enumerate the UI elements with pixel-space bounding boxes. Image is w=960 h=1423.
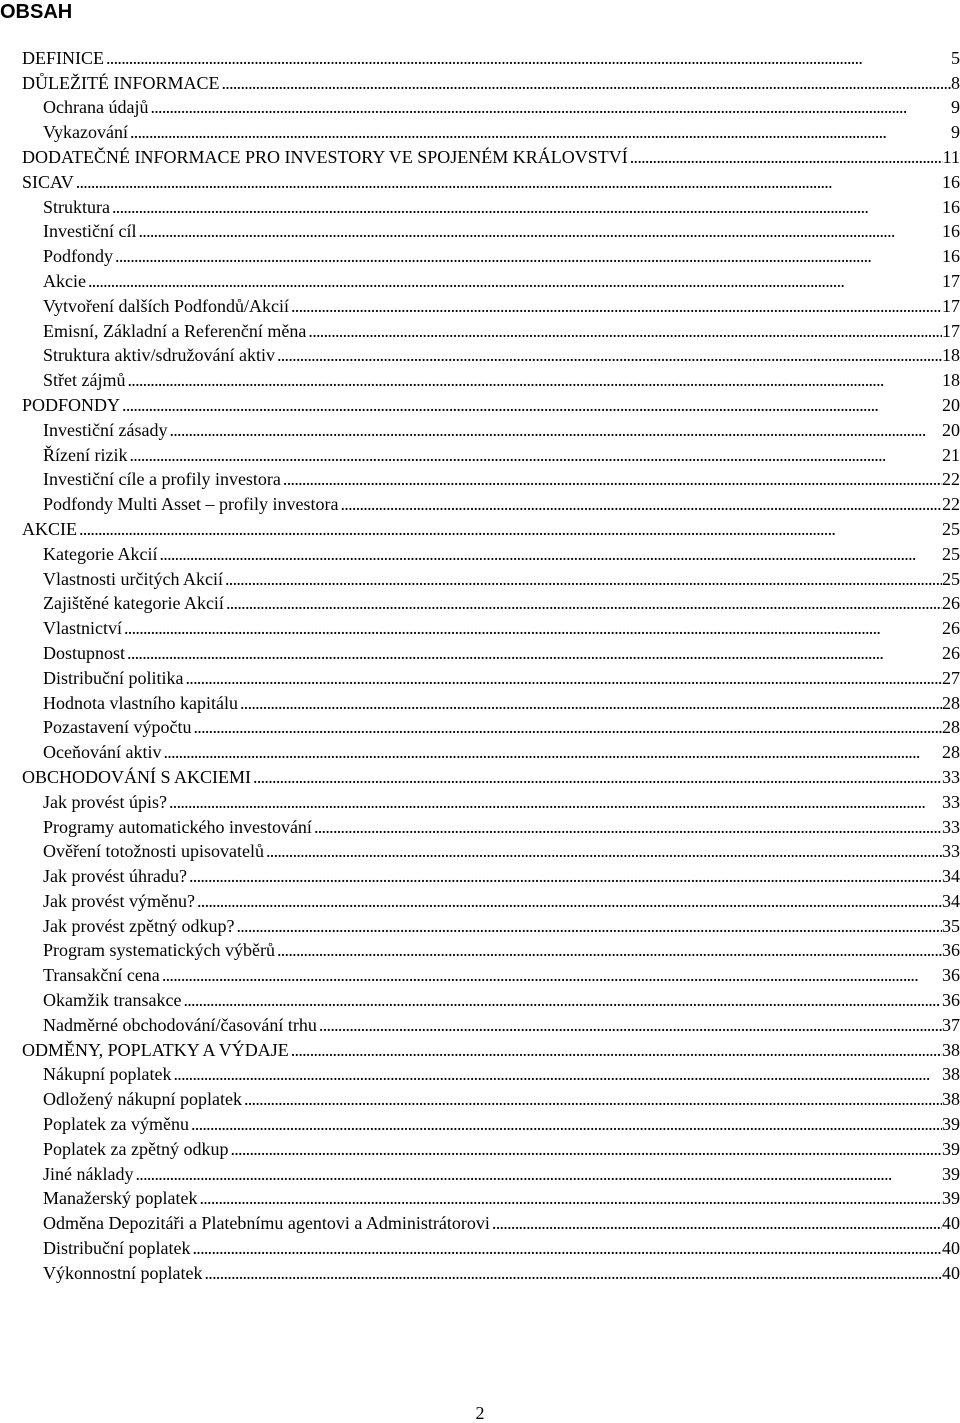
toc-entry-title: Kategorie Akcií xyxy=(43,543,158,564)
toc-entry[interactable] xyxy=(22,838,960,863)
toc-entry[interactable] xyxy=(22,738,960,763)
toc-entry-title: OBCHODOVÁNÍ S AKCIEMI xyxy=(22,766,252,787)
toc-entry-page: 34 xyxy=(942,890,960,911)
toc-entry[interactable] xyxy=(22,689,960,714)
toc-entry-page: 28 xyxy=(942,742,960,763)
toc-entry-title: Transakční cena xyxy=(43,965,160,986)
toc-entry[interactable] xyxy=(22,714,960,739)
toc-entry-title: Investiční zásady xyxy=(43,419,168,440)
toc-dot-leader xyxy=(133,1163,942,1185)
toc-entry[interactable] xyxy=(22,69,960,94)
toc-entry-title: Pozastavení výpočtu xyxy=(43,717,192,738)
toc-dot-leader xyxy=(187,865,942,887)
toc-entry-page: 40 xyxy=(942,1262,960,1283)
toc-entry[interactable] xyxy=(22,292,960,317)
toc-dot-leader xyxy=(167,791,942,813)
toc-entry-title: Střet zájmů xyxy=(43,370,126,391)
page-title: OBSAH xyxy=(0,1,73,23)
toc-entry[interactable] xyxy=(22,937,960,962)
toc-entry-page: 38 xyxy=(942,1064,960,1085)
toc-entry[interactable] xyxy=(22,94,960,119)
toc-dot-leader xyxy=(167,419,942,441)
toc-dot-leader xyxy=(223,568,942,590)
toc-entry[interactable] xyxy=(22,862,960,887)
toc-entry-page: 22 xyxy=(942,494,960,515)
toc-entry[interactable] xyxy=(22,565,960,590)
toc-entry[interactable] xyxy=(22,961,960,986)
toc-entry[interactable] xyxy=(22,986,960,1011)
toc-entry-title: Podfondy Multi Asset – profily investora xyxy=(43,494,339,515)
toc-entry[interactable] xyxy=(22,267,960,292)
toc-entry-page: 28 xyxy=(942,717,960,738)
toc-entry[interactable] xyxy=(22,1085,960,1110)
toc-dot-leader xyxy=(197,1187,942,1209)
toc-dot-leader xyxy=(251,766,942,788)
toc-entry[interactable] xyxy=(22,1160,960,1185)
toc-entry-page: 27 xyxy=(942,667,960,688)
toc-entry-page: 5 xyxy=(951,47,960,68)
toc-dot-leader xyxy=(242,1088,942,1110)
toc-entry-title: Poplatek za zpětný odkup xyxy=(43,1138,229,1159)
toc-entry-title: Vlastnictví xyxy=(43,618,122,639)
toc-entry-page: 17 xyxy=(942,270,960,291)
toc-dot-leader xyxy=(181,989,942,1011)
toc-entry[interactable] xyxy=(22,912,960,937)
toc-entry-title: Okamžik transakce xyxy=(43,990,182,1011)
toc-entry-title: Ochrana údajů xyxy=(43,97,149,118)
toc-entry-page: 17 xyxy=(942,295,960,316)
toc-dot-leader xyxy=(339,493,943,515)
toc-dot-leader xyxy=(128,121,951,143)
toc-entry-title: DODATEČNÉ INFORMACE PRO INVESTORY VE SPOJENÉM KRÁLOVSTVÍ xyxy=(22,146,628,167)
toc-entry[interactable] xyxy=(22,664,960,689)
toc-entry-page: 20 xyxy=(942,419,960,440)
toc-dot-leader xyxy=(275,344,942,366)
toc-entry-page: 40 xyxy=(942,1213,960,1234)
toc-entry-title: Řízení rizik xyxy=(43,444,128,465)
toc-dot-leader xyxy=(125,369,942,391)
toc-dot-leader xyxy=(148,96,951,118)
toc-entry-title: Výkonnostní poplatek xyxy=(43,1262,203,1283)
toc-dot-leader xyxy=(190,1237,942,1259)
toc-entry-page: 36 xyxy=(942,965,960,986)
toc-entry-title: Vytvoření dalších Podfondů/Akcií xyxy=(43,295,289,316)
toc-entry[interactable] xyxy=(22,1036,960,1061)
toc-entry-page: 28 xyxy=(942,692,960,713)
toc-entry[interactable] xyxy=(22,813,960,838)
toc-entry-page: 39 xyxy=(942,1188,960,1209)
toc-dot-leader xyxy=(289,295,942,317)
toc-dot-leader xyxy=(264,840,942,862)
toc-entry-page: 20 xyxy=(942,394,960,415)
toc-entry-title: DEFINICE xyxy=(22,47,104,68)
toc-entry-title: Vykazování xyxy=(43,122,128,143)
toc-entry-page: 18 xyxy=(942,370,960,391)
toc-entry-title: Investiční cíl xyxy=(43,221,137,242)
toc-entry[interactable] xyxy=(22,540,960,565)
toc-entry[interactable] xyxy=(22,887,960,912)
toc-entry[interactable] xyxy=(22,366,960,391)
toc-dot-leader xyxy=(306,320,942,342)
toc-entry[interactable] xyxy=(22,317,960,342)
toc-dot-leader xyxy=(281,468,942,490)
toc-entry[interactable] xyxy=(22,391,960,416)
toc-entry[interactable] xyxy=(22,466,960,491)
toc-dot-leader xyxy=(219,72,951,94)
toc-entry-page: 38 xyxy=(942,1089,960,1110)
toc-entry-page: 21 xyxy=(942,444,960,465)
toc-entry-title: Distribuční politika xyxy=(43,667,184,688)
toc-dot-leader xyxy=(289,1039,942,1061)
toc-entry-title: Programy automatického investování xyxy=(43,816,312,837)
toc-entry-page: 11 xyxy=(942,146,960,167)
toc-entry-page: 39 xyxy=(942,1163,960,1184)
toc-entry-page: 34 xyxy=(942,866,960,887)
toc-entry-page: 9 xyxy=(951,122,960,143)
toc-dot-leader xyxy=(628,146,943,168)
toc-entry[interactable] xyxy=(22,143,960,168)
toc-dot-leader xyxy=(317,1014,942,1036)
toc-entry-title: Vlastnosti určitých Akcií xyxy=(43,568,223,589)
toc-entry-title: Ověření totožnosti upisovatelů xyxy=(43,841,264,862)
toc-entry-page: 16 xyxy=(942,246,960,267)
toc-dot-leader xyxy=(74,171,942,193)
toc-entry-page: 36 xyxy=(942,940,960,961)
toc-dot-leader xyxy=(195,890,942,912)
toc-entry-title: Nákupní poplatek xyxy=(43,1064,172,1085)
toc-entry-page: 8 xyxy=(951,72,960,93)
toc-entry-page: 40 xyxy=(942,1238,960,1259)
page-number: 2 xyxy=(475,1403,485,1423)
toc-entry-page: 16 xyxy=(942,171,960,192)
toc-entry[interactable] xyxy=(22,1061,960,1086)
toc-entry-page: 16 xyxy=(942,196,960,217)
toc-dot-leader xyxy=(136,220,942,242)
toc-entry-title: Jak provést zpětný odkup? xyxy=(43,915,235,936)
toc-entry-title: DŮLEŽITÉ INFORMACE xyxy=(22,72,220,93)
toc-entry-page: 33 xyxy=(942,791,960,812)
toc-dot-leader xyxy=(77,518,942,540)
toc-entry[interactable] xyxy=(22,1259,960,1284)
toc-entry-title: Program systematických výběrů xyxy=(43,940,275,961)
toc-entry-page: 18 xyxy=(942,345,960,366)
toc-entry[interactable] xyxy=(22,218,960,243)
toc-entry-title: PODFONDY xyxy=(22,394,121,415)
toc-entry[interactable] xyxy=(22,763,960,788)
toc-entry[interactable] xyxy=(22,788,960,813)
toc-dot-leader xyxy=(122,617,942,639)
toc-entry-page: 39 xyxy=(942,1114,960,1135)
toc-entry[interactable] xyxy=(22,1209,960,1234)
toc-entry[interactable] xyxy=(22,1011,960,1036)
toc-entry-title: ODMĚNY, POPLATKY A VÝDAJE xyxy=(22,1039,289,1060)
toc-dot-leader xyxy=(228,1138,942,1160)
toc-dot-leader xyxy=(110,196,942,218)
toc-entry-title: Struktura xyxy=(43,196,110,217)
toc-dot-leader xyxy=(183,667,942,689)
toc-entry-page: 25 xyxy=(942,518,960,539)
toc-entry[interactable] xyxy=(22,590,960,615)
toc-entry[interactable] xyxy=(22,1135,960,1160)
toc-dot-leader xyxy=(125,642,942,664)
toc-entry[interactable] xyxy=(22,416,960,441)
toc-entry-title: Poplatek za výměnu xyxy=(43,1114,189,1135)
toc-dot-leader xyxy=(104,47,951,69)
toc-entry-title: Distribuční poplatek xyxy=(43,1238,191,1259)
toc-entry-page: 22 xyxy=(942,469,960,490)
toc-entry-title: Jiné náklady xyxy=(43,1163,134,1184)
toc-dot-leader xyxy=(224,592,942,614)
toc-dot-leader xyxy=(234,915,942,937)
toc-entry-title: Jak provést úpis? xyxy=(43,791,167,812)
toc-dot-leader xyxy=(189,1113,942,1135)
toc-dot-leader xyxy=(171,1063,942,1085)
toc-entry-title: Oceňování aktiv xyxy=(43,742,162,763)
toc-dot-leader xyxy=(160,964,942,986)
toc-dot-leader xyxy=(157,543,942,565)
toc-entry[interactable] xyxy=(22,168,960,193)
toc-entry-page: 39 xyxy=(942,1138,960,1159)
toc-entry[interactable] xyxy=(22,242,960,267)
toc-entry-title: Dostupnost xyxy=(43,642,126,663)
toc-entry-title: SICAV xyxy=(22,171,74,192)
toc-entry[interactable] xyxy=(22,490,960,515)
toc-entry-title: Jak provést úhradu? xyxy=(43,866,187,887)
toc-entry-title: Struktura aktiv/sdružování aktiv xyxy=(43,345,275,366)
toc-entry[interactable] xyxy=(22,515,960,540)
toc-entry-page: 26 xyxy=(942,642,960,663)
toc-entry-page: 33 xyxy=(942,766,960,787)
toc-dot-leader xyxy=(127,444,942,466)
toc-dot-leader xyxy=(203,1262,943,1284)
toc-entry[interactable] xyxy=(22,44,960,69)
toc-entry-title: Odložený nákupní poplatek xyxy=(43,1089,242,1110)
toc-entry-page: 9 xyxy=(951,97,960,118)
toc-entry-title: Emisní, Základní a Referenční měna xyxy=(43,320,307,341)
toc-entry-title: AKCIE xyxy=(22,518,77,539)
toc-entry-title: Podfondy xyxy=(43,246,114,267)
toc-entry-page: 35 xyxy=(942,915,960,936)
toc-dot-leader xyxy=(191,716,942,738)
toc-entry-title: Jak provést výměnu? xyxy=(43,890,195,911)
toc-entry-title: Investiční cíle a profily investora xyxy=(43,469,281,490)
toc-entry-title: Akcie xyxy=(43,270,86,291)
toc-dot-leader xyxy=(86,270,942,292)
toc-entry-page: 37 xyxy=(942,1014,960,1035)
toc-entry-page: 33 xyxy=(942,841,960,862)
toc-entry[interactable] xyxy=(22,1110,960,1135)
toc-entry-page: 17 xyxy=(942,320,960,341)
toc-dot-leader xyxy=(490,1212,942,1234)
toc-entry-title: Odměna Depozitáři a Platebnímu agentovi a Administrátorovi xyxy=(43,1213,490,1234)
toc-entry-title: Hodnota vlastního kapitálu xyxy=(43,692,238,713)
toc-entry-page: 36 xyxy=(942,990,960,1011)
toc-entry-title: Zajištěné kategorie Akcií xyxy=(43,593,224,614)
toc-entry-page: 26 xyxy=(942,618,960,639)
toc-entry-title: Nadměrné obchodování/časování trhu xyxy=(43,1014,317,1035)
toc-dot-leader xyxy=(312,816,942,838)
toc-entry[interactable] xyxy=(22,342,960,367)
toc-dot-leader xyxy=(120,394,942,416)
toc-entry[interactable] xyxy=(22,614,960,639)
toc-entry-title: Manažerský poplatek xyxy=(43,1188,198,1209)
toc-entry[interactable] xyxy=(22,193,960,218)
toc-entry-page: 38 xyxy=(942,1039,960,1060)
toc-dot-leader xyxy=(275,939,942,961)
table-of-contents xyxy=(22,44,960,1284)
toc-dot-leader xyxy=(238,692,942,714)
toc-entry-page: 16 xyxy=(942,221,960,242)
toc-entry[interactable] xyxy=(22,441,960,466)
toc-entry[interactable] xyxy=(22,118,960,143)
toc-entry[interactable] xyxy=(22,639,960,664)
toc-entry[interactable] xyxy=(22,1234,960,1259)
toc-entry[interactable] xyxy=(22,1185,960,1210)
toc-entry-page: 26 xyxy=(942,593,960,614)
toc-dot-leader xyxy=(161,741,942,763)
toc-entry-page: 33 xyxy=(942,816,960,837)
toc-entry-page: 25 xyxy=(942,568,960,589)
toc-entry-page: 25 xyxy=(942,543,960,564)
toc-dot-leader xyxy=(113,245,942,267)
